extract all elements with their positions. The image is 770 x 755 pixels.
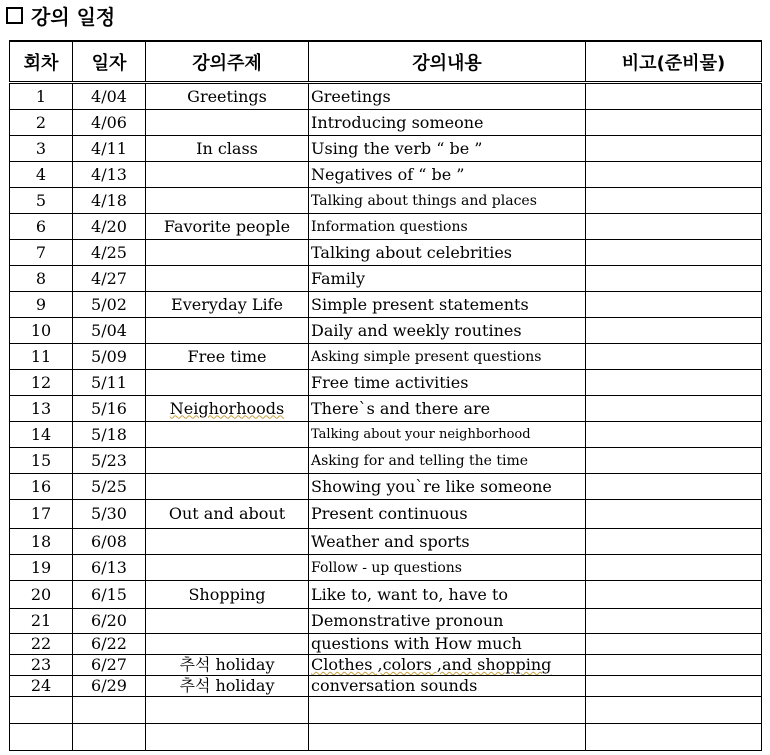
header-date: 일자 <box>73 41 146 83</box>
row-date-text: 6/27 <box>91 655 127 674</box>
row-date <box>73 529 146 555</box>
row-date <box>73 422 146 448</box>
row-date-text: 5/09 <box>91 346 127 366</box>
row-topic <box>146 136 309 162</box>
row-content-text: Simple present statements <box>311 294 529 314</box>
row-date-text: 6/08 <box>91 531 127 551</box>
row-content-text: Like to, want to, have to <box>311 584 509 604</box>
row-topic <box>146 292 309 318</box>
row-date <box>73 266 146 292</box>
row-date <box>73 292 146 318</box>
row-number <box>10 676 73 697</box>
table-row <box>10 162 762 188</box>
row-number-text: 20 <box>30 584 52 604</box>
row-topic <box>146 555 309 581</box>
row-note <box>586 655 762 676</box>
table-row <box>10 422 762 448</box>
row-content <box>309 500 586 529</box>
row-date-text: 5/16 <box>91 398 127 418</box>
row-topic-text: Neighorhoods <box>169 398 285 418</box>
row-number <box>10 697 73 724</box>
table-row <box>10 581 762 609</box>
row-number <box>10 634 73 655</box>
row-number-text: 7 <box>35 242 47 262</box>
row-topic-text: 추석 holiday <box>179 655 275 674</box>
table-row <box>10 634 762 655</box>
row-number-text: 23 <box>30 655 52 674</box>
schedule-body <box>10 83 762 751</box>
row-number-text: 22 <box>30 634 52 653</box>
row-note <box>586 634 762 655</box>
row-number <box>10 529 73 555</box>
row-note <box>586 83 762 110</box>
row-date <box>73 609 146 634</box>
row-number <box>10 136 73 162</box>
row-number <box>10 110 73 136</box>
row-content <box>309 609 586 634</box>
row-date-text: 4/13 <box>91 164 127 184</box>
row-note <box>586 318 762 344</box>
row-number-text: 19 <box>30 557 52 577</box>
row-topic-text: Greetings <box>187 86 267 106</box>
row-content <box>309 136 586 162</box>
row-topic <box>146 448 309 474</box>
row-note <box>586 697 762 724</box>
row-date <box>73 555 146 581</box>
row-content <box>309 110 586 136</box>
row-content-text: Asking simple present questions <box>311 348 542 365</box>
row-content-text: There`s and there are <box>311 398 491 418</box>
table-row <box>10 136 762 162</box>
row-topic-text: Free time <box>187 346 267 366</box>
row-date-text: 5/30 <box>91 504 127 523</box>
row-number-text: 2 <box>35 112 47 132</box>
row-number-text: 9 <box>35 294 47 314</box>
header-row <box>10 41 762 83</box>
row-note <box>586 529 762 555</box>
header-note: 비고(준비물) <box>586 41 762 83</box>
row-date-text: 5/18 <box>91 424 127 444</box>
row-content <box>309 318 586 344</box>
row-content <box>309 188 586 214</box>
row-date-text: 6/13 <box>91 557 127 577</box>
table-row <box>10 655 762 676</box>
row-content <box>309 448 586 474</box>
row-content <box>309 214 586 240</box>
row-date-text: 5/25 <box>91 476 127 496</box>
row-number <box>10 422 73 448</box>
row-content-text: Greetings <box>311 86 391 106</box>
row-number-text: 5 <box>35 190 47 210</box>
header-round: 회차 <box>10 41 73 83</box>
row-content-text: Family <box>311 268 365 288</box>
row-number <box>10 474 73 500</box>
row-number-text: 4 <box>35 164 47 184</box>
row-date <box>73 344 146 370</box>
row-number-text: 8 <box>35 268 47 288</box>
row-note <box>586 724 762 751</box>
table-row <box>10 609 762 634</box>
row-date-text: 5/04 <box>91 320 127 340</box>
row-content-text: questions with How much <box>311 634 522 653</box>
row-content <box>309 634 586 655</box>
row-content-text: Talking about your neighborhood <box>311 426 531 442</box>
table-row <box>10 214 762 240</box>
table-row <box>10 240 762 266</box>
row-date <box>73 634 146 655</box>
row-note <box>586 162 762 188</box>
row-topic <box>146 344 309 370</box>
table-row <box>10 676 762 697</box>
row-number <box>10 162 73 188</box>
table-row <box>10 500 762 529</box>
row-content-text: Free time activities <box>311 372 469 392</box>
table-row <box>10 344 762 370</box>
row-date <box>73 240 146 266</box>
row-content <box>309 344 586 370</box>
row-number <box>10 266 73 292</box>
row-topic <box>146 240 309 266</box>
row-content <box>309 422 586 448</box>
row-topic <box>146 83 309 110</box>
checkbox-icon <box>6 7 23 24</box>
row-date-text: 6/29 <box>91 676 127 695</box>
row-topic <box>146 214 309 240</box>
row-number-text: 24 <box>30 676 52 695</box>
row-date-text: 6/20 <box>91 611 127 630</box>
row-date <box>73 676 146 697</box>
row-note <box>586 110 762 136</box>
row-content-text: Talking about celebrities <box>311 242 513 262</box>
table-row <box>10 474 762 500</box>
row-note <box>586 422 762 448</box>
row-number <box>10 555 73 581</box>
row-number <box>10 318 73 344</box>
row-number <box>10 609 73 634</box>
row-date <box>73 697 146 724</box>
row-number <box>10 240 73 266</box>
table-row <box>10 266 762 292</box>
row-topic <box>146 581 309 609</box>
row-content <box>309 474 586 500</box>
row-note <box>586 344 762 370</box>
table-row <box>10 724 762 751</box>
row-content-text: Negatives of “ be ” <box>311 164 465 184</box>
row-content-text: Follow - up questions <box>311 559 462 576</box>
row-note <box>586 240 762 266</box>
row-topic <box>146 422 309 448</box>
row-date-text: 4/27 <box>91 268 127 288</box>
row-note <box>586 188 762 214</box>
schedule-table <box>9 40 762 751</box>
row-date-text: 6/15 <box>91 584 127 604</box>
row-content-text: Present continuous <box>311 504 468 523</box>
row-topic <box>146 676 309 697</box>
row-topic <box>146 500 309 529</box>
row-note <box>586 555 762 581</box>
row-date <box>73 581 146 609</box>
row-number <box>10 655 73 676</box>
table-row <box>10 555 762 581</box>
row-number-text: 16 <box>30 476 52 496</box>
row-date <box>73 370 146 396</box>
row-content <box>309 697 586 724</box>
row-topic <box>146 529 309 555</box>
row-topic-text: Favorite people <box>163 216 291 236</box>
row-number-text: 21 <box>30 611 52 630</box>
row-date <box>73 318 146 344</box>
row-content <box>309 655 586 676</box>
row-number-text: 17 <box>30 504 52 523</box>
row-topic <box>146 188 309 214</box>
row-content-text: Introducing someone <box>311 112 484 132</box>
row-number <box>10 370 73 396</box>
row-number-text: 12 <box>30 372 52 392</box>
row-date <box>73 110 146 136</box>
row-date-text: 4/04 <box>91 86 127 106</box>
row-topic <box>146 396 309 422</box>
row-number <box>10 83 73 110</box>
table-row <box>10 292 762 318</box>
row-content-text: Demonstrative pronoun <box>311 611 504 630</box>
row-topic <box>146 110 309 136</box>
row-number-text: 13 <box>30 398 52 418</box>
row-note <box>586 136 762 162</box>
row-note <box>586 581 762 609</box>
row-date <box>73 162 146 188</box>
row-date <box>73 136 146 162</box>
row-topic <box>146 474 309 500</box>
row-content-text: Daily and weekly routines <box>311 320 522 340</box>
header-content: 강의내용 <box>309 41 586 83</box>
row-topic-text: In class <box>196 138 258 158</box>
row-date <box>73 474 146 500</box>
row-number <box>10 188 73 214</box>
row-content <box>309 581 586 609</box>
row-number-text: 3 <box>35 138 47 158</box>
row-note <box>586 448 762 474</box>
row-date-text: 5/11 <box>91 372 127 392</box>
table-row <box>10 370 762 396</box>
row-content <box>309 83 586 110</box>
row-number-text: 1 <box>35 86 47 106</box>
row-note <box>586 266 762 292</box>
row-content <box>309 240 586 266</box>
row-number-text: 11 <box>30 346 52 366</box>
row-content <box>309 162 586 188</box>
row-number <box>10 396 73 422</box>
row-date <box>73 83 146 110</box>
row-number <box>10 214 73 240</box>
row-content <box>309 529 586 555</box>
row-content <box>309 266 586 292</box>
row-topic-text: 추석 holiday <box>179 676 275 695</box>
row-content <box>309 555 586 581</box>
row-topic <box>146 370 309 396</box>
table-row <box>10 697 762 724</box>
row-date <box>73 188 146 214</box>
table-row <box>10 529 762 555</box>
section-title: 강의 일정 <box>31 4 116 29</box>
table-row <box>10 396 762 422</box>
row-date <box>73 396 146 422</box>
row-content <box>309 370 586 396</box>
row-content <box>309 724 586 751</box>
row-date <box>73 500 146 529</box>
row-number-text: 10 <box>30 320 52 340</box>
row-topic-text: Shopping <box>188 584 266 604</box>
row-note <box>586 676 762 697</box>
table-row <box>10 318 762 344</box>
row-number <box>10 292 73 318</box>
row-content <box>309 396 586 422</box>
row-date-text: 4/11 <box>91 138 127 158</box>
row-topic <box>146 609 309 634</box>
row-date-text: 5/02 <box>91 294 127 314</box>
row-content <box>309 292 586 318</box>
row-number <box>10 581 73 609</box>
row-content-text: Asking for and telling the time <box>311 452 529 469</box>
header-topic: 강의주제 <box>146 41 309 83</box>
row-date-text: 4/06 <box>91 112 127 132</box>
row-topic <box>146 318 309 344</box>
row-topic <box>146 266 309 292</box>
row-note <box>586 500 762 529</box>
row-number-text: 14 <box>30 424 52 444</box>
row-topic-text: Everyday Life <box>171 294 283 314</box>
row-topic <box>146 655 309 676</box>
row-number-text: 6 <box>35 216 47 236</box>
table-row <box>10 110 762 136</box>
row-date <box>73 448 146 474</box>
row-content-text: Talking about things and places <box>311 192 537 209</box>
row-note <box>586 474 762 500</box>
row-content-text: conversation sounds <box>311 676 478 695</box>
row-date <box>73 655 146 676</box>
row-number <box>10 724 73 751</box>
table-row <box>10 188 762 214</box>
row-content-text: Information questions <box>311 218 468 235</box>
row-topic <box>146 697 309 724</box>
row-note <box>586 370 762 396</box>
row-number <box>10 500 73 529</box>
row-note <box>586 609 762 634</box>
row-date-text: 4/25 <box>91 242 127 262</box>
row-date-text: 4/18 <box>91 190 127 210</box>
row-date <box>73 214 146 240</box>
row-number-text: 15 <box>30 450 52 470</box>
row-content-text: Showing you`re like someone <box>311 476 552 496</box>
row-content-text: Clothes ,colors ,and shopping <box>311 655 552 674</box>
section-heading <box>6 0 115 30</box>
row-topic-text: Out and about <box>168 504 286 523</box>
row-content-text: Using the verb “ be ” <box>311 138 483 158</box>
row-topic <box>146 162 309 188</box>
table-row <box>10 448 762 474</box>
row-content <box>309 676 586 697</box>
row-topic <box>146 634 309 655</box>
row-date-text: 5/23 <box>91 450 127 470</box>
row-note <box>586 214 762 240</box>
row-date-text: 6/22 <box>91 634 127 653</box>
row-note <box>586 292 762 318</box>
row-number <box>10 448 73 474</box>
row-note <box>586 396 762 422</box>
row-content-text: Weather and sports <box>311 531 470 551</box>
row-date <box>73 724 146 751</box>
table-row <box>10 83 762 110</box>
row-topic <box>146 724 309 751</box>
row-date-text: 4/20 <box>91 216 127 236</box>
row-number-text: 18 <box>30 531 52 551</box>
row-number <box>10 344 73 370</box>
